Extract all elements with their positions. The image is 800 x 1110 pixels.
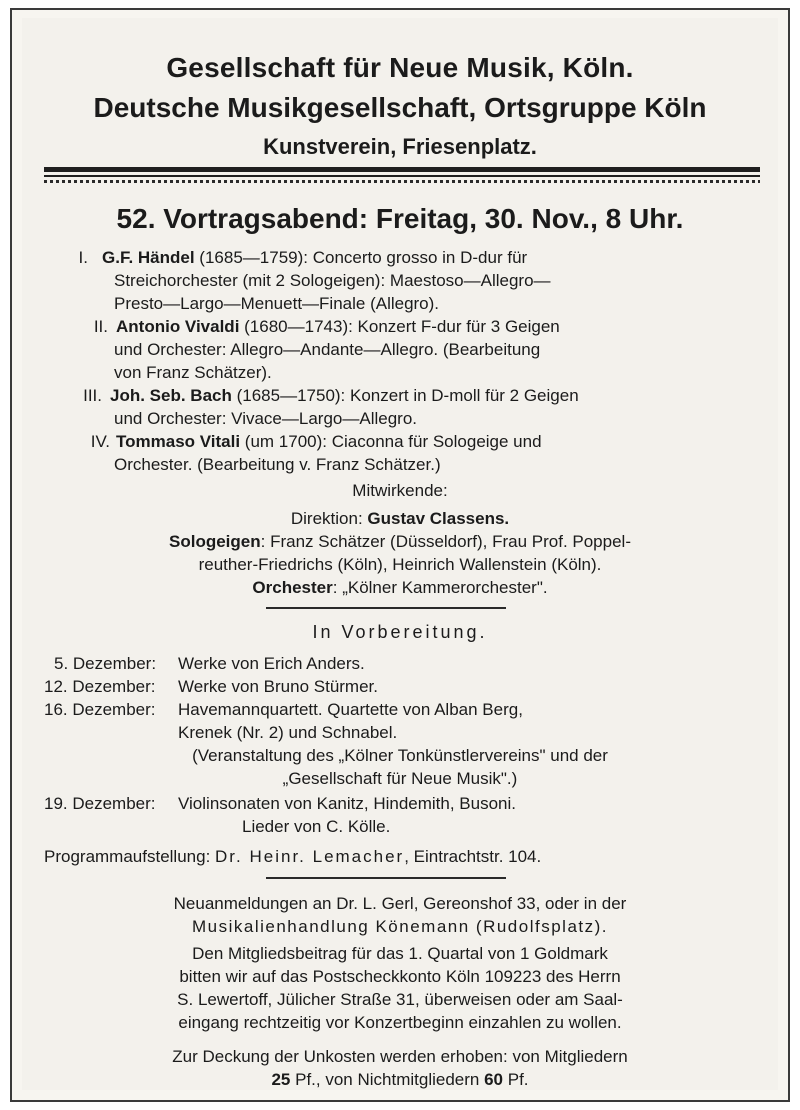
direction-label: Direktion: [290, 509, 368, 528]
membership-line-4: eingang rechtzeitig vor Konzertbeginn einzahlen zu wollen. [178, 1013, 622, 1032]
entry-text: Havemannquartett. Quartette von Alban Berg, [178, 700, 523, 719]
paper [22, 18, 778, 1090]
entry-text: Krenek (Nr. 2) und Schnabel. [178, 723, 398, 742]
composer-name: Tommaso Vitali [116, 432, 241, 451]
orchestra-line [22, 576, 778, 599]
header-line-3: Kunstverein, Friesenplatz. [263, 134, 537, 159]
header-line-1: Gesellschaft für Neue Musik, Köln. [166, 52, 634, 83]
soloists-line-2: reuther-Friedrichs (Köln), Heinrich Wallenstein (Köln). [198, 555, 602, 574]
program-text: (1680—1743): Konzert F-dur für 3 Geigen [239, 317, 560, 336]
entry-date: 5. Dezember: [54, 654, 157, 673]
direction-line [22, 507, 778, 530]
program-setup-name: Dr. Heinr. Lemacher [215, 847, 405, 866]
program-number: III. [83, 386, 102, 405]
header-line-2: Deutsche Musikgesellschaft, Ortsgruppe Köln [93, 92, 707, 123]
costs-text: Pf. [503, 1070, 529, 1089]
membership-line-2: bitten wir auf das Postscheckkonto Köln 109223 des Herrn [179, 967, 621, 986]
program-setup-label: Programmaufstellung: [44, 847, 216, 866]
program-text: und Orchester: Vivace—Largo—Allegro. [114, 409, 418, 428]
program-text: und Orchester: Allegro—Andante—Allegro. (Bearbeitung [114, 340, 541, 359]
note-line-1: (Veranstaltung des „Kölner Tonkünstlervereins" und der [192, 746, 608, 765]
registration-line-2: Musikalienhandlung Könemann (Rudolfsplatz). [191, 917, 609, 936]
program-text: Streichorchester (mit 2 Sologeigen): Maestoso—Allegro— [114, 271, 551, 290]
program-number: I. [78, 248, 88, 267]
nonmember-fee: 60 [484, 1070, 504, 1089]
membership-line-3: S. Lewertoff, Jülicher Straße 31, überweisen oder am Saal- [177, 990, 623, 1009]
composer-name: Antonio Vivaldi [116, 317, 240, 336]
program-text: (1685—1750): Konzert in D-moll für 2 Geigen [231, 386, 579, 405]
soloists-line-1 [22, 530, 778, 553]
entry-date: 12. Dezember: [44, 677, 156, 696]
orchestra-text: : „Kölner Kammerorchester". [332, 578, 548, 597]
entry-text: Violinsonaten von Kanitz, Hindemith, Busoni. [178, 794, 516, 813]
costs-text: Pf., von Nichtmitgliedern [290, 1070, 485, 1089]
entry-date: 19. Dezember: [44, 794, 156, 813]
performers-heading: Mitwirkende: [352, 481, 448, 500]
program-number: II. [93, 317, 108, 336]
costs-line-2 [22, 1068, 778, 1091]
composer-name: G.F. Händel [102, 248, 195, 267]
program-setup-address: , Eintrachtstr. 104. [404, 847, 542, 866]
composer-name: Joh. Seb. Bach [110, 386, 232, 405]
program-text: (1685—1759): Concerto grosso in D-dur für [194, 248, 528, 267]
entry-text: Lieder von C. Kölle. [242, 817, 391, 836]
registration-line-1: Neuanmeldungen an Dr. L. Gerl, Gereonshof 33, oder in der [173, 894, 627, 913]
program-text: Presto—Largo—Menuett—Finale (Allegro). [114, 294, 440, 313]
program-sheet [10, 8, 790, 1102]
soloists-label: Sologeigen [169, 532, 261, 551]
preparation-heading: In Vorbereitung. [312, 622, 488, 642]
soloists-text: : Franz Schätzer (Düsseldorf), Frau Prof. Poppel- [260, 532, 631, 551]
costs-line-1: Zur Deckung der Unkosten werden erhoben: von Mitgliedern [172, 1047, 628, 1066]
divider [266, 877, 506, 879]
program-number: IV. [90, 432, 110, 451]
entry-date: 16. Dezember: [44, 700, 156, 719]
orchestra-label: Orchester [252, 578, 333, 597]
membership-line-1: Den Mitgliedsbeitrag für das 1. Quartal von 1 Goldmark [192, 944, 608, 963]
program-text: Orchester. (Bearbeitung v. Franz Schätzer.) [114, 455, 441, 474]
event-title: 52. Vortragsabend: Freitag, 30. Nov., 8 Uhr. [116, 203, 684, 234]
program-text: (um 1700): Ciaconna für Sologeige und [240, 432, 542, 451]
member-fee: 25 [271, 1070, 291, 1089]
entry-text: Werke von Erich Anders. [178, 654, 365, 673]
program-text: von Franz Schätzer). [114, 363, 272, 382]
entry-text: Werke von Bruno Stürmer. [178, 677, 378, 696]
header-rule [44, 167, 760, 183]
director-name: Gustav Classens. [367, 509, 510, 528]
note-line-2: „Gesellschaft für Neue Musik".) [282, 769, 518, 788]
divider [266, 607, 506, 609]
